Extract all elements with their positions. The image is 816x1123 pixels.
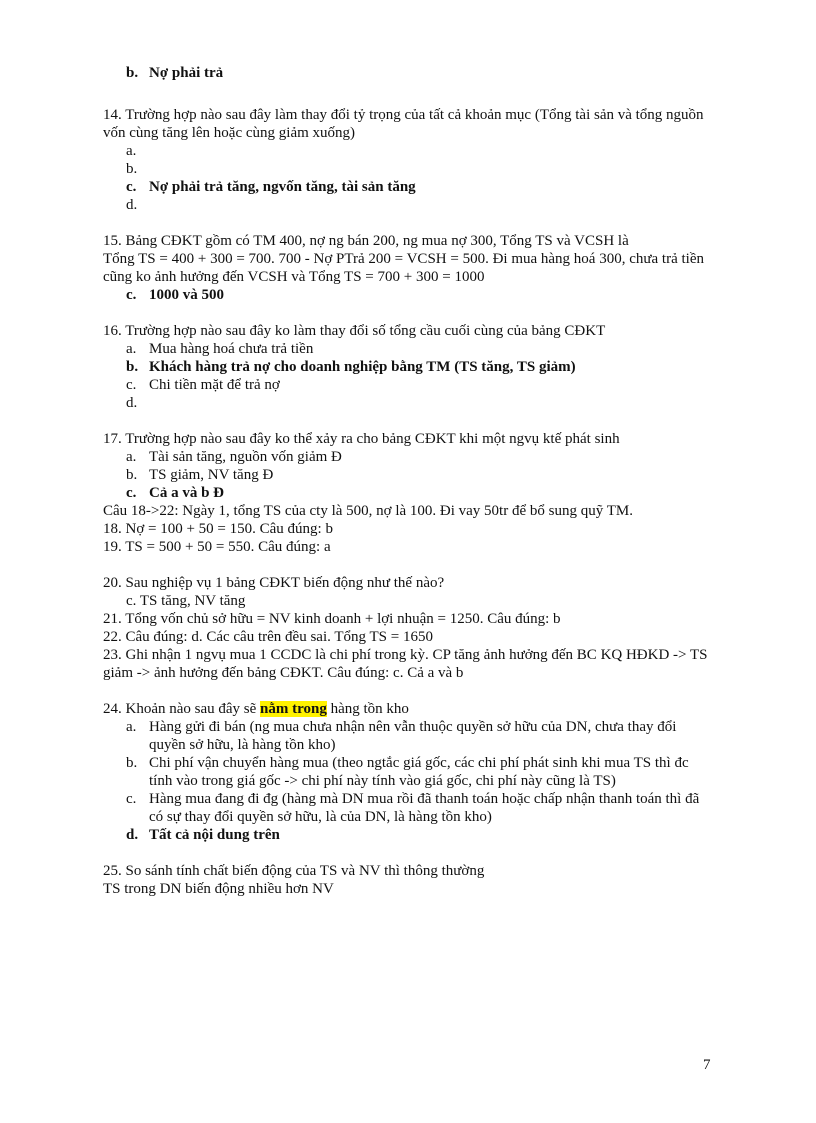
option-c-answer: c. Nợ phải trả tăng, ngvốn tăng, tài sản tăng <box>126 179 416 195</box>
option-c-answer: c. Cả a và b Đ <box>126 485 225 501</box>
option-d: d. <box>126 395 138 411</box>
answer-18: 18. Nợ = 100 + 50 = 150. Câu đúng: b <box>103 521 333 537</box>
option-d-answer: d. Tất cả nội dung trên <box>126 827 280 843</box>
option-c: c. Chi tiền mặt để trả nợ <box>126 377 280 393</box>
option-b: b. TS giảm, NV tăng Đ <box>126 467 274 483</box>
answer-22: 22. Câu đúng: d. Các câu trên đều sai. Tổng TS = 1650 <box>103 629 433 645</box>
question-14: 14. Trường hợp nào sau đây làm thay đổi tỷ trọng của tất cả khoản mục (Tổng tài sản và tổng nguồn vốn cùng tăng lên hoặc cùng giảm xuống) a. b. c. Nợ phải trả tăng, ngvốn tăng, tài sản tăng d. <box>103 106 713 214</box>
question-20: 20. Sau nghiệp vụ 1 bảng CĐKT biến động như thế nào? c. TS tăng, NV tăng <box>103 575 445 609</box>
top-answer-item: b. Nợ phải trả <box>126 65 224 81</box>
highlighted-text: nằm trong <box>260 701 327 717</box>
option-b-answer: b. Khách hàng trả nợ cho doanh nghiệp bằng TM (TS tăng, TS giảm) <box>126 359 576 375</box>
option-b: b. Chi phí vận chuyển hàng mua (theo ngtắc giá gốc, các chi phí phát sinh khi mua TS thì đc tính vào trong giá gốc -> chi phí này tính vào giá gốc, chi phí này cũng là TS) <box>126 755 689 789</box>
option-c: c. Hàng mua đang đi đg (hàng mà DN mua rồi đã thanh toán hoặc chấp nhận thanh toán thì đã có sự thay đổi quyền sở hữu, là của DN, là hàng tồn kho) <box>126 791 700 825</box>
option-a: a. <box>126 143 137 159</box>
option-a: a. Mua hàng hoá chưa trả tiền <box>126 341 314 357</box>
option-b: b. <box>126 161 138 177</box>
answer-19: 19. TS = 500 + 50 = 550. Câu đúng: a <box>103 539 331 555</box>
option-a: a. Tài sản tăng, nguồn vốn giảm Đ <box>126 449 342 465</box>
option-d: d. <box>126 197 138 213</box>
question-25: 25. So sánh tính chất biến động của TS và NV thì thông thường TS trong DN biến động nhiều hơn NV <box>103 863 485 897</box>
answer-23: 23. Ghi nhận 1 ngvụ mua 1 CCDC là chi phí trong kỳ. CP tăng ảnh hưởng đến BC KQ HĐKD -> TS giảm -> ảnh hưởng đến bảng CĐKT. Câu đúng: c. Cả a và b <box>103 647 708 681</box>
intro-18-22: Câu 18->22: Ngày 1, tổng TS của cty là 500, nợ là 100. Đi vay 50tr để bổ sung quỹ TM. <box>103 503 633 519</box>
option-c-answer: c. 1000 và 500 <box>126 287 224 303</box>
page-number: 7 <box>703 1057 711 1073</box>
question-15: 15. Bảng CĐKT gồm có TM 400, nợ ng bán 200, ng mua nợ 300, Tổng TS và VCSH là Tổng TS = 400 + 300 = 700. 700 - Nợ PTrả 200 = VCSH = 500. Đi mua hàng hoá 300, chưa trả tiền cũng ko ảnh hưởng đến VCSH và Tổng TS = 700 + 300 = 1000 c. 1000 và 500 <box>103 232 713 304</box>
answer-21: 21. Tổng vốn chủ sở hữu = NV kinh doanh + lợi nhuận = 1250. Câu đúng: b <box>103 611 561 627</box>
document-page <box>103 64 713 898</box>
question-24: 24. Khoản nào sau đây sẽ nằm trong hàng tồn kho a. Hàng gửi đi bán (ng mua chưa nhận nên vẫn thuộc quyền sở hữu của DN, chưa thay đổi quyền sở hữu, là hàng tồn kho) b. Chi phí vận chuyển hàng mua (theo ngtắc giá gốc, các chi phí phát sinh khi mua TS thì đc tính vào trong giá gốc -> chi phí này tính vào giá gốc, chi phí này cũng là TS) c. Hàng mua đang đi đg (hàng mà DN mua rồi đã thanh toán hoặc chấp nhận thanh toán thì đã có sự thay đổi quyền sở hữu, là của DN, là hàng tồn kho) d. Tất cả nội dung trên <box>103 700 713 844</box>
question-17: 17. Trường hợp nào sau đây ko thể xảy ra cho bảng CĐKT khi một ngvụ ktế phát sinh a. Tài sản tăng, nguồn vốn giảm Đ b. TS giảm, NV tăng Đ c. Cả a và b Đ <box>103 430 713 502</box>
option-a: a. Hàng gửi đi bán (ng mua chưa nhận nên vẫn thuộc quyền sở hữu của DN, chưa thay đổi quyền sở hữu, là hàng tồn kho) <box>126 719 677 753</box>
question-16: 16. Trường hợp nào sau đây ko làm thay đổi số tổng cầu cuối cùng của bảng CĐKT a. Mua hàng hoá chưa trả tiền b. Khách hàng trả nợ cho doanh nghiệp bằng TM (TS tăng, TS giảm) c. Chi tiền mặt để trả nợ d. <box>103 322 713 412</box>
